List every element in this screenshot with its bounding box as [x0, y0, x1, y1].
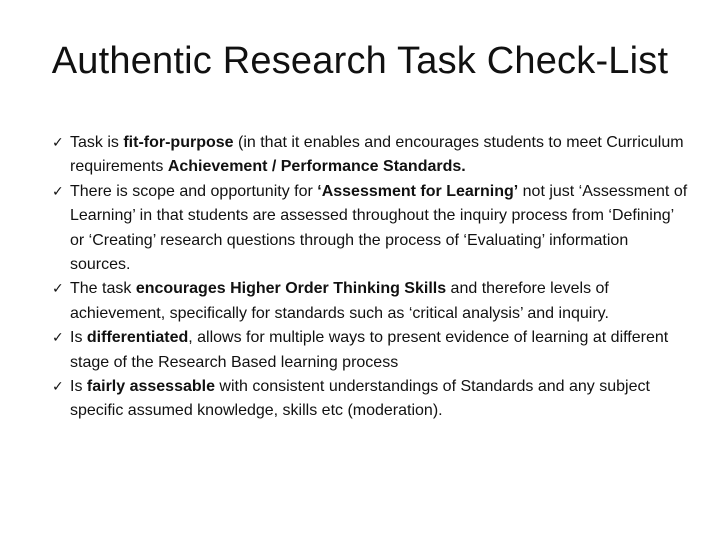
checkmark-icon: ✓ — [52, 183, 64, 200]
item-text-segment: not just ‘Assessment of Learning’ in that students are assessed throughout the inquiry process from ‘Defining’ or ‘Creating’ research questions through the process of ‘Evaluating’ information sources. — [70, 182, 688, 274]
checklist-item — [52, 277, 692, 326]
checklist-item-text — [70, 326, 692, 375]
item-text-bold: encourages Higher Order Thinking Skills — [135, 280, 447, 298]
item-text-bold: fit-for-purpose — [123, 134, 234, 151]
checklist-item-text — [70, 375, 692, 424]
item-text-bold: ‘Assessment for Learning’ — [317, 182, 519, 200]
checkmark-icon: ✓ — [52, 281, 64, 298]
item-text-segment: Task is — [70, 134, 124, 151]
item-text-segment: There is scope and opportunity for — [70, 182, 318, 200]
checklist-item — [52, 326, 692, 375]
item-text-bold: differentiated — [86, 329, 189, 347]
checklist-item-text — [70, 277, 692, 326]
checklist-item — [52, 131, 692, 180]
checklist-item — [52, 180, 692, 278]
item-text-segment: (in that it enables and encourages students to meet Curriculum requirements — [70, 134, 684, 176]
item-text-segment: The task — [70, 280, 136, 298]
slide-title: Authentic Research Task Check-List — [51, 40, 669, 82]
item-text-segment: and therefore levels of achievement, specifically for standards such as ‘critical analysis’ and inquiry. — [70, 280, 609, 322]
checkmark-icon: ✓ — [52, 135, 64, 151]
item-text-segment: Is — [70, 378, 87, 396]
checklist — [52, 131, 692, 424]
checklist-item — [52, 375, 692, 424]
checklist-item-text — [70, 180, 692, 278]
item-text-segment: with consistent understandings of Standards and any subject specific assumed knowledge, skills etc (moderation). — [70, 378, 650, 420]
checklist-item-text — [70, 131, 692, 180]
checkmark-icon: ✓ — [52, 330, 64, 347]
item-text-segment: Is — [70, 329, 87, 347]
checkmark-icon: ✓ — [52, 379, 64, 396]
item-text-bold: Achievement / Performance Standards. — [167, 158, 466, 176]
item-text-bold: fairly assessable — [86, 378, 215, 396]
item-text-segment: , allows for multiple ways to present evidence of learning at different stage of the Research Based learning process — [70, 329, 669, 371]
